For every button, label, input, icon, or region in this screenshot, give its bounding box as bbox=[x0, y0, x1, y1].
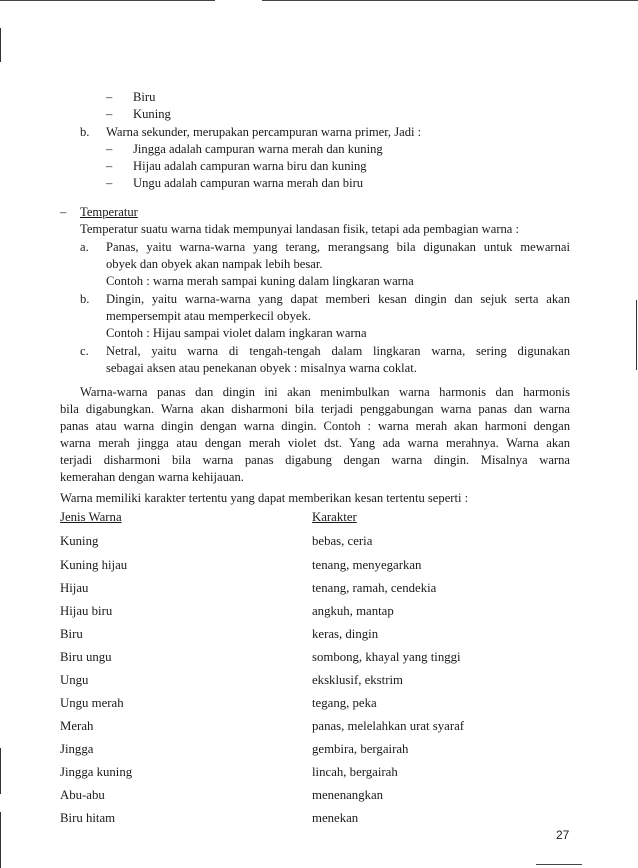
jenis-cell: Ungu bbox=[60, 673, 89, 687]
table-row bbox=[0, 762, 638, 782]
jenis-cell: Jingga bbox=[60, 742, 94, 756]
section-intro: Temperatur suatu warna tidak mempunyai landasan fisik, tetapi ada pembagian warna : bbox=[80, 222, 520, 236]
table-row bbox=[0, 808, 638, 828]
jenis-cell: Biru bbox=[60, 627, 83, 641]
paragraph-line: bila digabungkan. Warna akan disharmoni bila terjadi penggabungan warna panas dan warna bbox=[60, 402, 570, 416]
karakter-cell: panas, melelahkan urat syaraf bbox=[312, 719, 465, 733]
table-header bbox=[0, 507, 638, 527]
item-example: Contoh : Hijau sampai violet dalam ingkaran warna bbox=[106, 326, 367, 340]
column-header-jenis: Jenis Warna bbox=[60, 510, 122, 524]
table-row bbox=[0, 693, 638, 713]
item-marker: c. bbox=[80, 344, 89, 358]
jenis-cell: Biru ungu bbox=[60, 650, 112, 664]
item-marker: a. bbox=[80, 240, 89, 254]
column-header-karakter: Karakter bbox=[312, 510, 357, 524]
karakter-cell: tegang, peka bbox=[312, 696, 377, 710]
scan-bottom-line bbox=[536, 864, 582, 865]
karakter-cell: keras, dingin bbox=[312, 627, 379, 641]
section-dash: – bbox=[60, 205, 67, 219]
scan-left-edge bbox=[0, 28, 1, 62]
table-row bbox=[0, 647, 638, 667]
list-marker: – bbox=[106, 159, 113, 173]
table-row bbox=[0, 578, 638, 598]
karakter-cell: tenang, ramah, cendekia bbox=[312, 581, 437, 595]
table-row bbox=[0, 555, 638, 575]
list-marker: – bbox=[106, 142, 113, 156]
list-item-text: Jingga adalah campuran warna merah dan kuning bbox=[133, 142, 383, 156]
karakter-cell: angkuh, mantap bbox=[312, 604, 394, 618]
karakter-cell: bebas, ceria bbox=[312, 534, 373, 548]
jenis-cell: Merah bbox=[60, 719, 94, 733]
karakter-cell: tenang, menyegarkan bbox=[312, 558, 422, 572]
table-row bbox=[0, 716, 638, 736]
item-line: Dingin, yaitu warna-warna yang dapat memberi kesan dingin dan sejuk serta akan bbox=[106, 292, 570, 306]
karakter-cell: menekan bbox=[312, 811, 359, 825]
karakter-cell: eksklusif, ekstrim bbox=[312, 673, 403, 687]
section-heading: Temperatur bbox=[80, 205, 138, 219]
page-number: 27 bbox=[556, 828, 570, 842]
item-line: mempersempit atau memperkecil obyek. bbox=[106, 309, 311, 323]
scan-top-line bbox=[262, 0, 638, 1]
list-item-text: Ungu adalah campuran warna merah dan biru bbox=[133, 176, 364, 190]
karakter-cell: sombong, khayal yang tinggi bbox=[312, 650, 461, 664]
item-line: sebagai aksen atau penekanan obyek : misalnya warna coklat. bbox=[106, 361, 417, 375]
item-line: Netral, yaitu warna di tengah-tengah dalam lingkaran warna, sering digunakan bbox=[106, 344, 570, 358]
paragraph-line: warna merah jingga atau dengan merah violet dst. Yang ada warna merahnya. Warna akan bbox=[60, 436, 570, 450]
table-row bbox=[0, 601, 638, 621]
item-example: Contoh : warna merah sampai kuning dalam lingkaran warna bbox=[106, 274, 414, 288]
jenis-cell: Kuning hijau bbox=[60, 558, 128, 572]
jenis-cell: Jingga kuning bbox=[60, 765, 133, 779]
paragraph-line: terjadi disharmoni bila warna panas digabung dengan warna dingin. Misalnya warna bbox=[60, 453, 570, 467]
list-item-text: Hijau adalah campuran warna biru dan kuning bbox=[133, 159, 367, 173]
karakter-cell: menenangkan bbox=[312, 788, 384, 802]
jenis-cell: Ungu merah bbox=[60, 696, 124, 710]
list-marker: b. bbox=[80, 125, 90, 139]
table-row bbox=[0, 739, 638, 759]
table-row bbox=[0, 670, 638, 690]
list-marker: – bbox=[106, 176, 113, 190]
karakter-cell: lincah, bergairah bbox=[312, 765, 398, 779]
scan-top-line bbox=[0, 0, 215, 1]
jenis-cell: Biru hitam bbox=[60, 811, 116, 825]
jenis-cell: Hijau bbox=[60, 581, 89, 595]
list-marker: – bbox=[106, 107, 113, 121]
list-item-text: Biru bbox=[133, 90, 156, 104]
jenis-cell: Kuning bbox=[60, 534, 99, 548]
karakter-cell: gembira, bergairah bbox=[312, 742, 409, 756]
list-marker: – bbox=[106, 90, 113, 104]
item-marker: b. bbox=[80, 292, 90, 306]
table-row bbox=[0, 531, 638, 551]
list-item-text: Kuning bbox=[133, 107, 171, 121]
table-intro: Warna memiliki karakter tertentu yang dapat memberikan kesan tertentu seperti : bbox=[60, 491, 469, 505]
jenis-cell: Abu-abu bbox=[60, 788, 105, 802]
paragraph-line: kemerahan dengan warna kehijauan. bbox=[60, 470, 244, 484]
item-line: Panas, yaitu warna-warna yang terang, merangsang bila digunakan untuk mewarnai bbox=[106, 240, 570, 254]
scan-right-edge bbox=[636, 300, 637, 370]
item-line: obyek dan obyek akan nampak lebih besar. bbox=[106, 257, 323, 271]
paragraph-line: Warna-warna panas dan dingin ini akan menimbulkan warna harmonis dan harmonis bbox=[80, 385, 570, 399]
paragraph-line: panas atau warna dingin dengan warna dingin. Contoh : warna merah akan harmoni dengan bbox=[60, 419, 570, 433]
list-item-text: Warna sekunder, merupakan percampuran warna primer, Jadi : bbox=[106, 125, 422, 139]
jenis-cell: Hijau biru bbox=[60, 604, 113, 618]
table-row bbox=[0, 785, 638, 805]
table-row bbox=[0, 624, 638, 644]
